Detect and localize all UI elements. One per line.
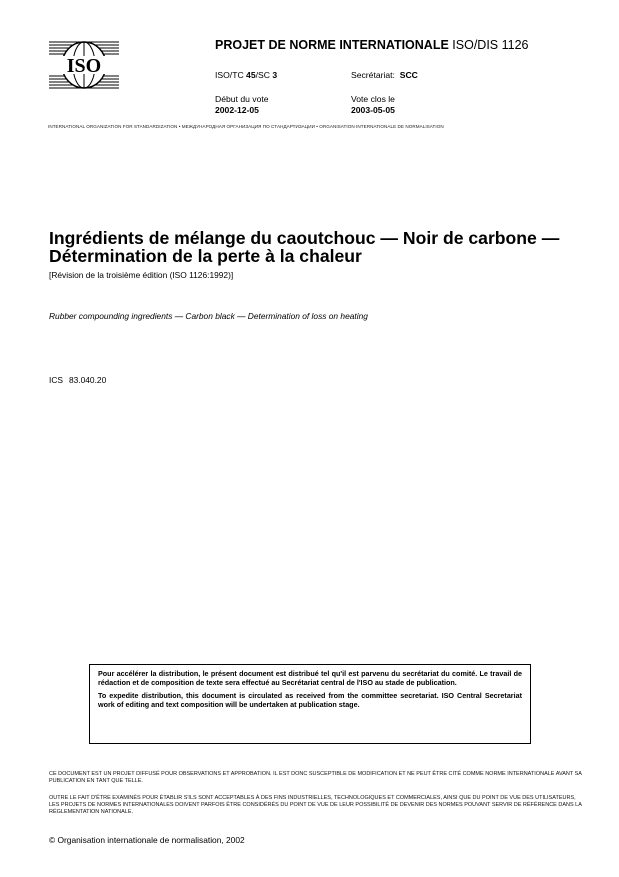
notice-english: To expedite distribution, this document is circulated as received from the committee secretariat. ISO Central Secretariat work of editing and text composition will be undertaken at publication stage.	[98, 691, 522, 709]
notice-french: Pour accélérer la distribution, le présent document est distribué tel qu'il est parvenu du secrétariat du comité. Le travail de rédaction et de composition de texte sera effectué au Secrétariat central de l'ISO au stade de publication.	[98, 669, 522, 687]
copyright: © Organisation internationale de normalisation, 2002	[49, 835, 245, 845]
organization-line: INTERNATIONAL ORGANIZATION FOR STANDARDIZATION • МЕЖДУНАРОДНАЯ ОРГАНИЗАЦИЯ ПО СТАНДАРТИЗАЦИИ • ORGANISATION INTERNATIONALE DE NORMALISATION	[48, 124, 444, 129]
iso-logo	[49, 40, 119, 90]
document-type-title	[215, 38, 529, 52]
english-title: Rubber compounding ingredients — Carbon black — Determination of loss on heating	[49, 311, 368, 321]
revision-note: [Révision de la troisième édition (ISO 1126:1992)]	[49, 270, 234, 280]
svg-text:ISO: ISO	[66, 55, 102, 77]
draft-standard-label: PROJET DE NORME INTERNATIONALE	[215, 38, 449, 52]
vote-start-date: 2002-12-05	[215, 105, 259, 115]
document-reference: ISO/DIS 1126	[452, 38, 529, 52]
disclaimer-regulation: OUTRE LE FAIT D'ÊTRE EXAMINÉS POUR ÉTABLIR S'ILS SONT ACCEPTABLES À DES FINS INDUSTRIELLES, TECHNOLOGIQUES ET COMMERCIALES, AINSI QUE DU POINT DE VUE DES UTILISATEURS, LES PROJETS DE NORMES INTERNATIONALES DOIVENT PARFOIS ÊTRE CONSIDÉRÉS DU POINT DE VUE DE LEUR POSSIBILITÉ DE DEVENIR DES NORMES POUVANT SERVIR DE RÉFÉRENCE DANS LA RÉGLEMENTATION NATIONALE.	[49, 795, 582, 816]
vote-end-label: Vote clos le	[351, 94, 395, 104]
document-title: Ingrédients de mélange du caoutchouc — Noir de carbone — Détermination de la perte à la chaleur	[49, 228, 560, 266]
secretariat: Secrétariat: SCC	[351, 70, 418, 80]
vote-end-date: 2003-05-05	[351, 105, 395, 115]
vote-end	[351, 94, 395, 116]
distribution-notice	[89, 664, 531, 744]
vote-start	[215, 94, 269, 116]
disclaimer-draft: CE DOCUMENT EST UN PROJET DIFFUSÉ POUR OBSERVATIONS ET APPROBATION. IL EST DONC SUSCEPTIBLE DE MODIFICATION ET NE PEUT ÊTRE CITÉ COMME NORME INTERNATIONALE AVANT SA PUBLICATION EN TANT QUE TELLE.	[49, 771, 582, 785]
committee-reference: ISO/TC 45/SC 3	[215, 70, 278, 80]
vote-start-label: Début du vote	[215, 94, 269, 104]
ics-code: ICS 83.040.20	[49, 375, 107, 385]
